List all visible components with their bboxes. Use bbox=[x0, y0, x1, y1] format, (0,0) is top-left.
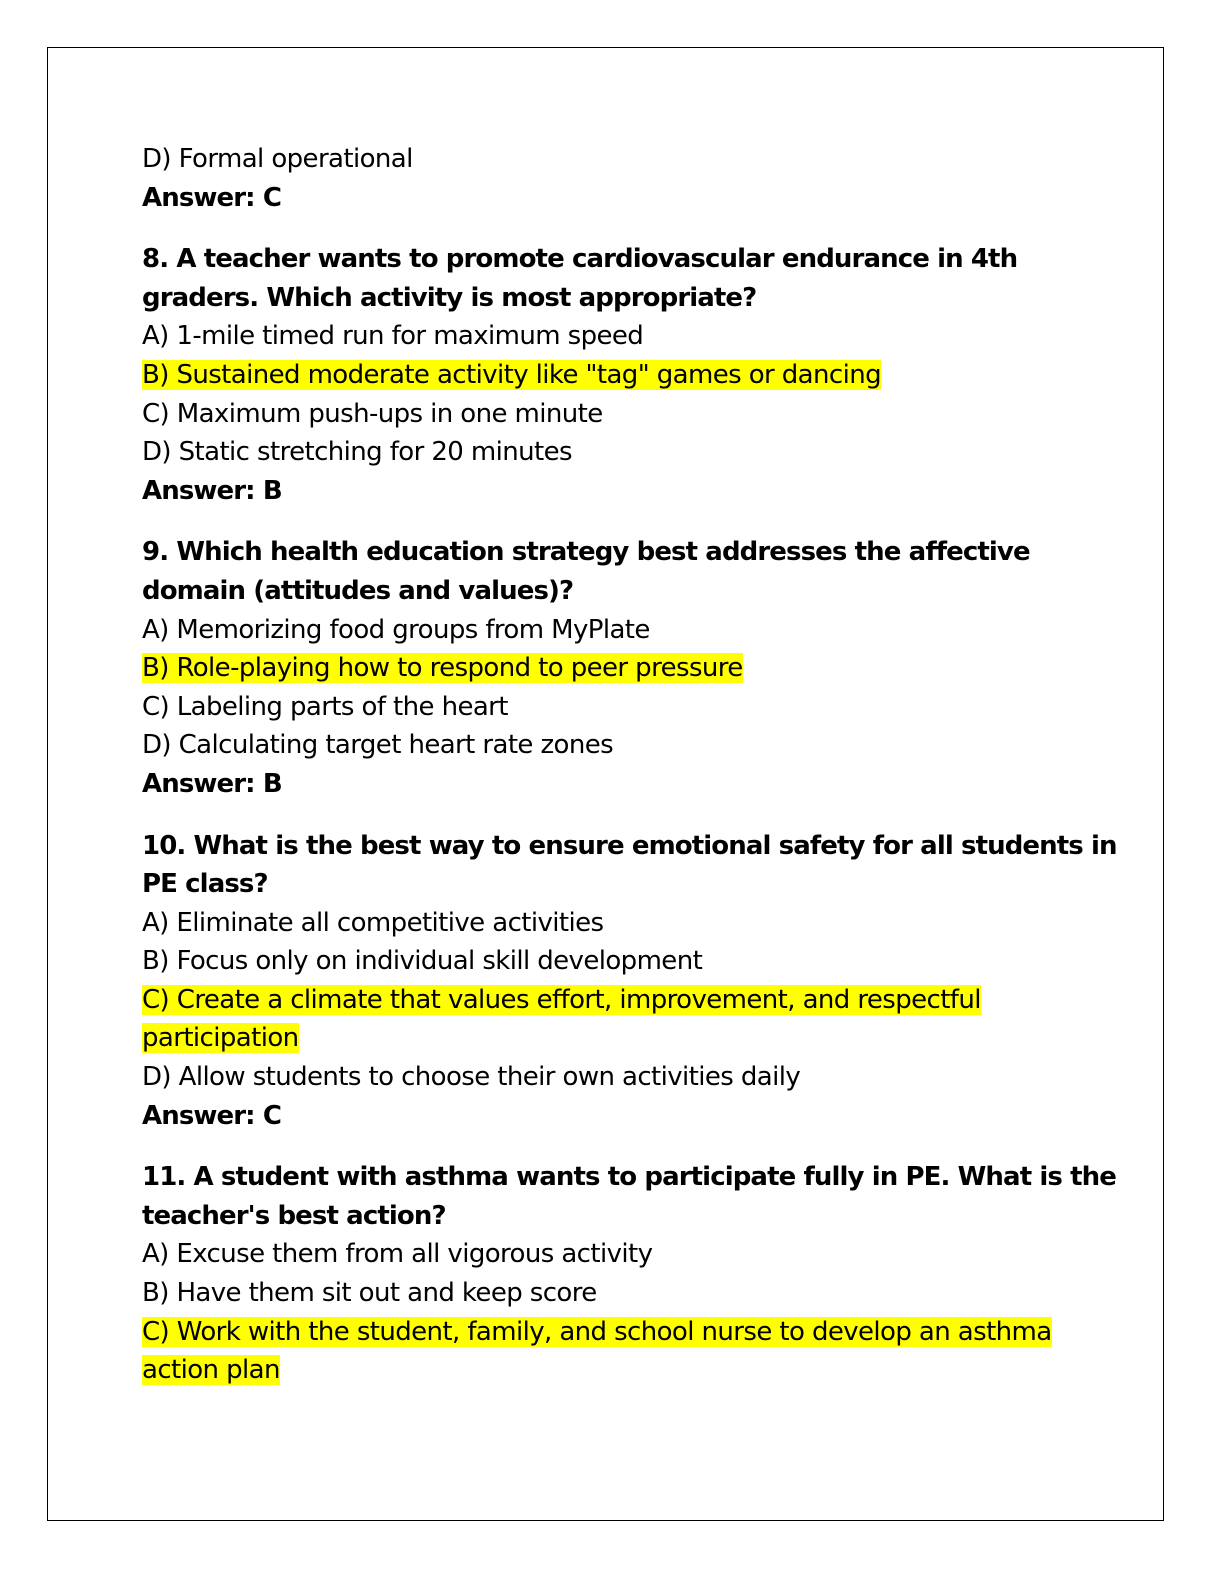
option-a: A) 1-mile timed run for maximum speed bbox=[142, 321, 644, 352]
question-10 bbox=[142, 827, 1117, 1136]
question-8 bbox=[142, 240, 1082, 510]
answer-line: Answer: C bbox=[142, 182, 282, 213]
question-9 bbox=[142, 533, 1082, 803]
option-c-highlighted-continued: action plan bbox=[142, 1355, 280, 1386]
option-a: A) Eliminate all competitive activities bbox=[142, 907, 604, 938]
question-stem: 11. A student with asthma wants to participate fully in PE. What is the bbox=[142, 1162, 1116, 1193]
option-c-highlighted: C) Create a climate that values effort, improvement, and respectful bbox=[142, 984, 981, 1015]
option-c: C) Maximum push-ups in one minute bbox=[142, 398, 603, 429]
question-stem: 10. What is the best way to ensure emotional safety for all students in bbox=[142, 830, 1117, 861]
option-b-highlighted: B) Sustained moderate activity like "tag" games or dancing bbox=[142, 359, 881, 390]
option-d: D) Calculating target heart rate zones bbox=[142, 730, 614, 761]
option-d: D) Formal operational bbox=[142, 144, 413, 174]
option-c-highlighted: C) Work with the student, family, and school nurse to develop an asthma bbox=[142, 1316, 1052, 1347]
question-stem: 8. A teacher wants to promote cardiovascular endurance in 4th bbox=[142, 244, 1018, 275]
question-stem: domain (attitudes and values)? bbox=[142, 575, 574, 606]
option-b-highlighted: B) Role-playing how to respond to peer pressure bbox=[142, 653, 743, 684]
question-stem: graders. Which activity is most appropriate? bbox=[142, 282, 757, 313]
option-b: B) Have them sit out and keep score bbox=[142, 1278, 597, 1309]
option-d: D) Allow students to choose their own activities daily bbox=[142, 1062, 801, 1093]
answer-line: Answer: B bbox=[142, 475, 282, 506]
answer-line: Answer: B bbox=[142, 768, 282, 799]
answer-line: Answer: C bbox=[142, 1100, 282, 1131]
question-stem: PE class? bbox=[142, 869, 268, 900]
document-body bbox=[142, 140, 1117, 1390]
question-11 bbox=[142, 1158, 1116, 1390]
question-stem: teacher's best action? bbox=[142, 1200, 446, 1231]
option-a: A) Excuse them from all vigorous activity bbox=[142, 1239, 653, 1270]
option-a: A) Memorizing food groups from MyPlate bbox=[142, 614, 650, 645]
option-d: D) Static stretching for 20 minutes bbox=[142, 437, 572, 468]
option-c: C) Labeling parts of the heart bbox=[142, 691, 508, 722]
question-stem: 9. Which health education strategy best addresses the affective bbox=[142, 537, 1030, 568]
option-c-highlighted-continued: participation bbox=[142, 1023, 299, 1054]
option-b: B) Focus only on individual skill development bbox=[142, 946, 703, 977]
